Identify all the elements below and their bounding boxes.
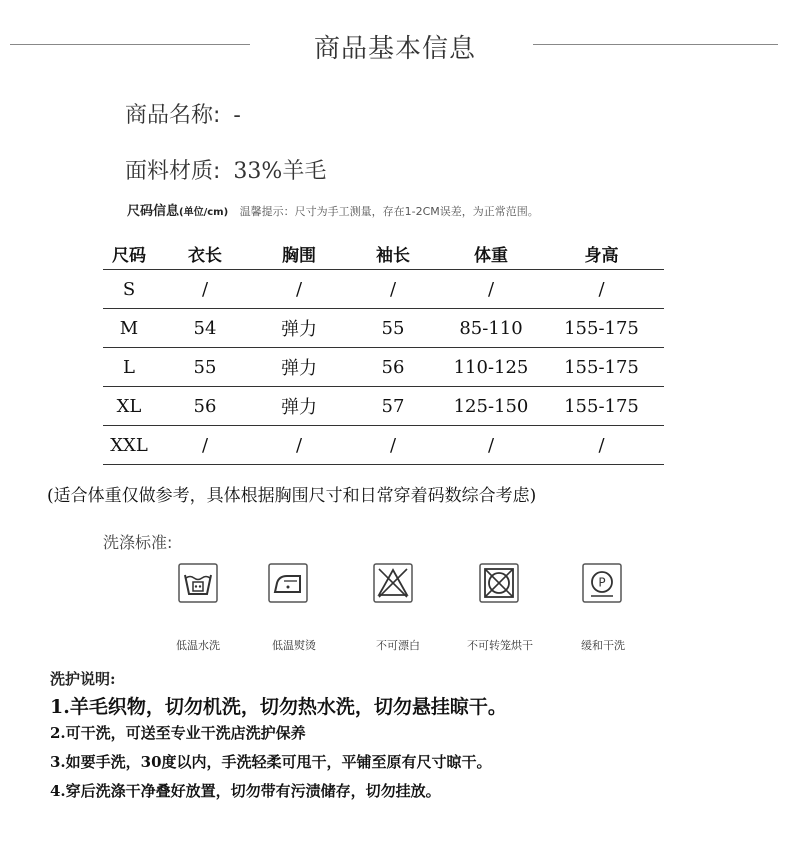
material-row [125, 154, 326, 185]
header-cell: 袖长 [343, 237, 443, 270]
table-cell: 57 [343, 387, 443, 426]
page-title: 商品基本信息 [313, 34, 476, 64]
material-label: 面料材质: [125, 159, 221, 184]
table-row [103, 270, 664, 309]
table-cell: / [343, 270, 443, 309]
table-cell: 弹力 [255, 387, 343, 426]
size-info-note: 温馨提示：尺寸为手工测量，存在1-2CM误差，为正常范围。 [239, 205, 539, 218]
table-cell: XXL [103, 426, 155, 465]
table-cell: XL [103, 387, 155, 426]
table-cell: L [103, 348, 155, 387]
table-row [103, 387, 664, 426]
care-line-1: 1.羊毛织物，切勿机洗，切勿热水洗，切勿悬挂晾干。 [50, 696, 507, 718]
care-line-4: 4.穿后洗涤干净叠好放置，切勿带有污渍储存，切勿挂放。 [50, 782, 441, 800]
care-line-2: 2.可干洗，可送至专业干洗店洗护保养 [50, 724, 306, 742]
header-cell: 体重 [443, 237, 539, 270]
table-cell: 55 [155, 348, 255, 387]
table-cell: / [155, 426, 255, 465]
care-label-low-temp-iron: 低温熨烫 [272, 639, 316, 652]
table-cell: / [155, 270, 255, 309]
table-row [103, 348, 664, 387]
size-table [103, 237, 664, 465]
table-cell: / [443, 270, 539, 309]
svg-text:P: P [598, 575, 606, 590]
wash-title: 洗涤标准: [103, 533, 173, 552]
table-cell: 56 [155, 387, 255, 426]
table-cell: / [343, 426, 443, 465]
table-cell: 155-175 [539, 387, 664, 426]
table-cell: / [255, 270, 343, 309]
size-table-header [103, 237, 664, 270]
table-cell: 56 [343, 348, 443, 387]
table-cell: 55 [343, 309, 443, 348]
size-info-unit: (单位/cm) [179, 207, 229, 218]
product-name-value: - [233, 103, 241, 128]
table-cell: / [539, 270, 664, 309]
table-cell: M [103, 309, 155, 348]
size-info-row [127, 200, 539, 219]
table-cell: 155-175 [539, 348, 664, 387]
product-name-row [125, 98, 241, 129]
header-cell: 衣长 [155, 237, 255, 270]
table-cell: 弹力 [255, 309, 343, 348]
care-heading: 洗护说明: [50, 670, 116, 688]
low-temp-wash-icon [178, 563, 218, 603]
table-cell: / [443, 426, 539, 465]
header-cell: 身高 [539, 237, 664, 270]
table-row [103, 426, 664, 465]
table-cell: 54 [155, 309, 255, 348]
care-label-low-temp-wash: 低温水洗 [176, 639, 220, 652]
care-label-no-bleach: 不可漂白 [376, 639, 420, 652]
no-bleach-icon [373, 563, 413, 603]
table-cell: / [539, 426, 664, 465]
table-cell: 125-150 [443, 387, 539, 426]
table-cell: / [255, 426, 343, 465]
header-cell: 尺码 [103, 237, 155, 270]
care-label-gentle-dry-clean: 缓和干洗 [581, 639, 625, 652]
table-cell: 110-125 [443, 348, 539, 387]
gentle-dry-clean-icon [582, 563, 622, 603]
fit-note: (适合体重仅做参考，具体根据胸围尺寸和日常穿着码数综合考虑) [47, 486, 537, 506]
low-temp-iron-icon [268, 563, 308, 603]
size-info-heading: 尺码信息 [127, 204, 180, 219]
table-cell: 155-175 [539, 309, 664, 348]
table-cell: 弹力 [255, 348, 343, 387]
care-label-no-tumble-dry: 不可转笼烘干 [467, 639, 533, 652]
table-row [103, 309, 664, 348]
care-line-3: 3.如要手洗，30度以内，手洗轻柔可甩干，平铺至原有尺寸晾干。 [50, 753, 492, 771]
material-value: 33%羊毛 [233, 159, 327, 184]
header-cell: 胸围 [255, 237, 343, 270]
product-name-label: 商品名称: [125, 103, 221, 128]
table-cell: 85-110 [443, 309, 539, 348]
table-cell: S [103, 270, 155, 309]
no-tumble-dry-icon [479, 563, 519, 603]
